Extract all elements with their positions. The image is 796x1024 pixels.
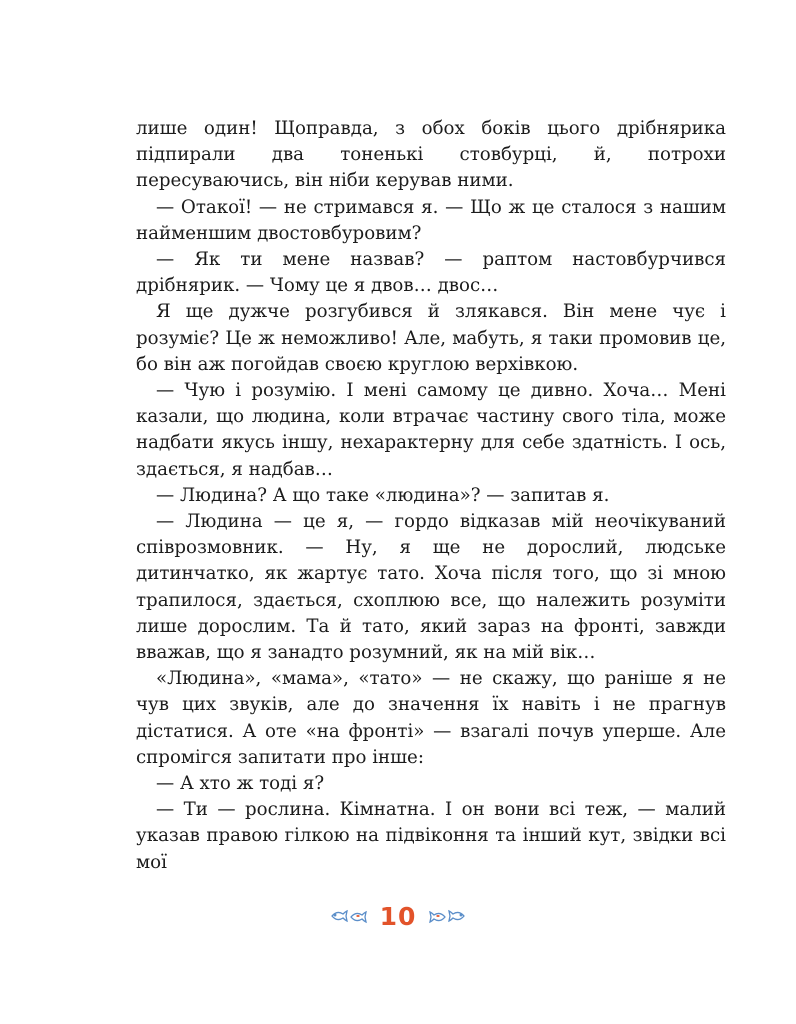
fish-pair-icon [426, 907, 466, 925]
page-number: 10 [379, 901, 417, 931]
paragraph: — А хто ж тоді я? [156, 773, 325, 795]
paragraph: — Людина — це я, — гордо відказав мій неочікуваний співрозмовник. — Ну, я ще не дорослий, людське дитинчатко, як жартує тато. Хоча після того, що зі мною трапилося, здається, схоплюю все, що належить розуміти лише дорослим. Та й тато, який зараз на фронті, завжди вважав, що я занадто розумний, як на мій вік… [136, 511, 726, 664]
fish-pair-icon [330, 907, 370, 925]
paragraph: — Ти — рослина. Кімнатна. І он вони всі теж, — малий указав правою гілкою на підвіконня та інший кут, звідки всі мої [136, 799, 726, 873]
paragraph: «Людина», «мама», «тато» — не скажу, що раніше я не чув цих звуків, але до значення їх навіть і не прагнув дістатися. А оте «на фронті» — взагалі почув уперше. Але спромігся запитати про інше: [136, 668, 726, 768]
paragraph: — Отакої! — не стримався я. — Що ж це сталося з нашим найменшим двостовбуровим? [136, 196, 726, 244]
paragraph: Я ще дужче розгубився й злякався. Він мене чує і розуміє? Це ж неможливо! Але, мабуть, я таки промовив це, бо він аж погойдав своєю круглою верхівкою. [136, 301, 726, 375]
body-text [136, 116, 726, 876]
paragraph: лише один! Щоправда, з обох боків цього дрібнярика підпирали два тоненькі стовбурці, й, потрохи пересуваючись, він ніби керував ними. [136, 118, 726, 192]
paragraph: — Людина? А що таке «людина»? — запитав я. [156, 484, 610, 506]
paragraph: — Як ти мене назвав? — раптом настовбурчився дрібнярик. — Чому це я двов… двос… [136, 249, 726, 297]
page-footer [0, 896, 796, 936]
paragraph: — Чую і розумію. І мені самому це дивно. Хоча… Мені казали, що людина, коли втрачає частину свого тіла, може надбати якусь іншу, нехарактерну для себе здатність. І ось, здається, я надбав… [136, 380, 726, 480]
